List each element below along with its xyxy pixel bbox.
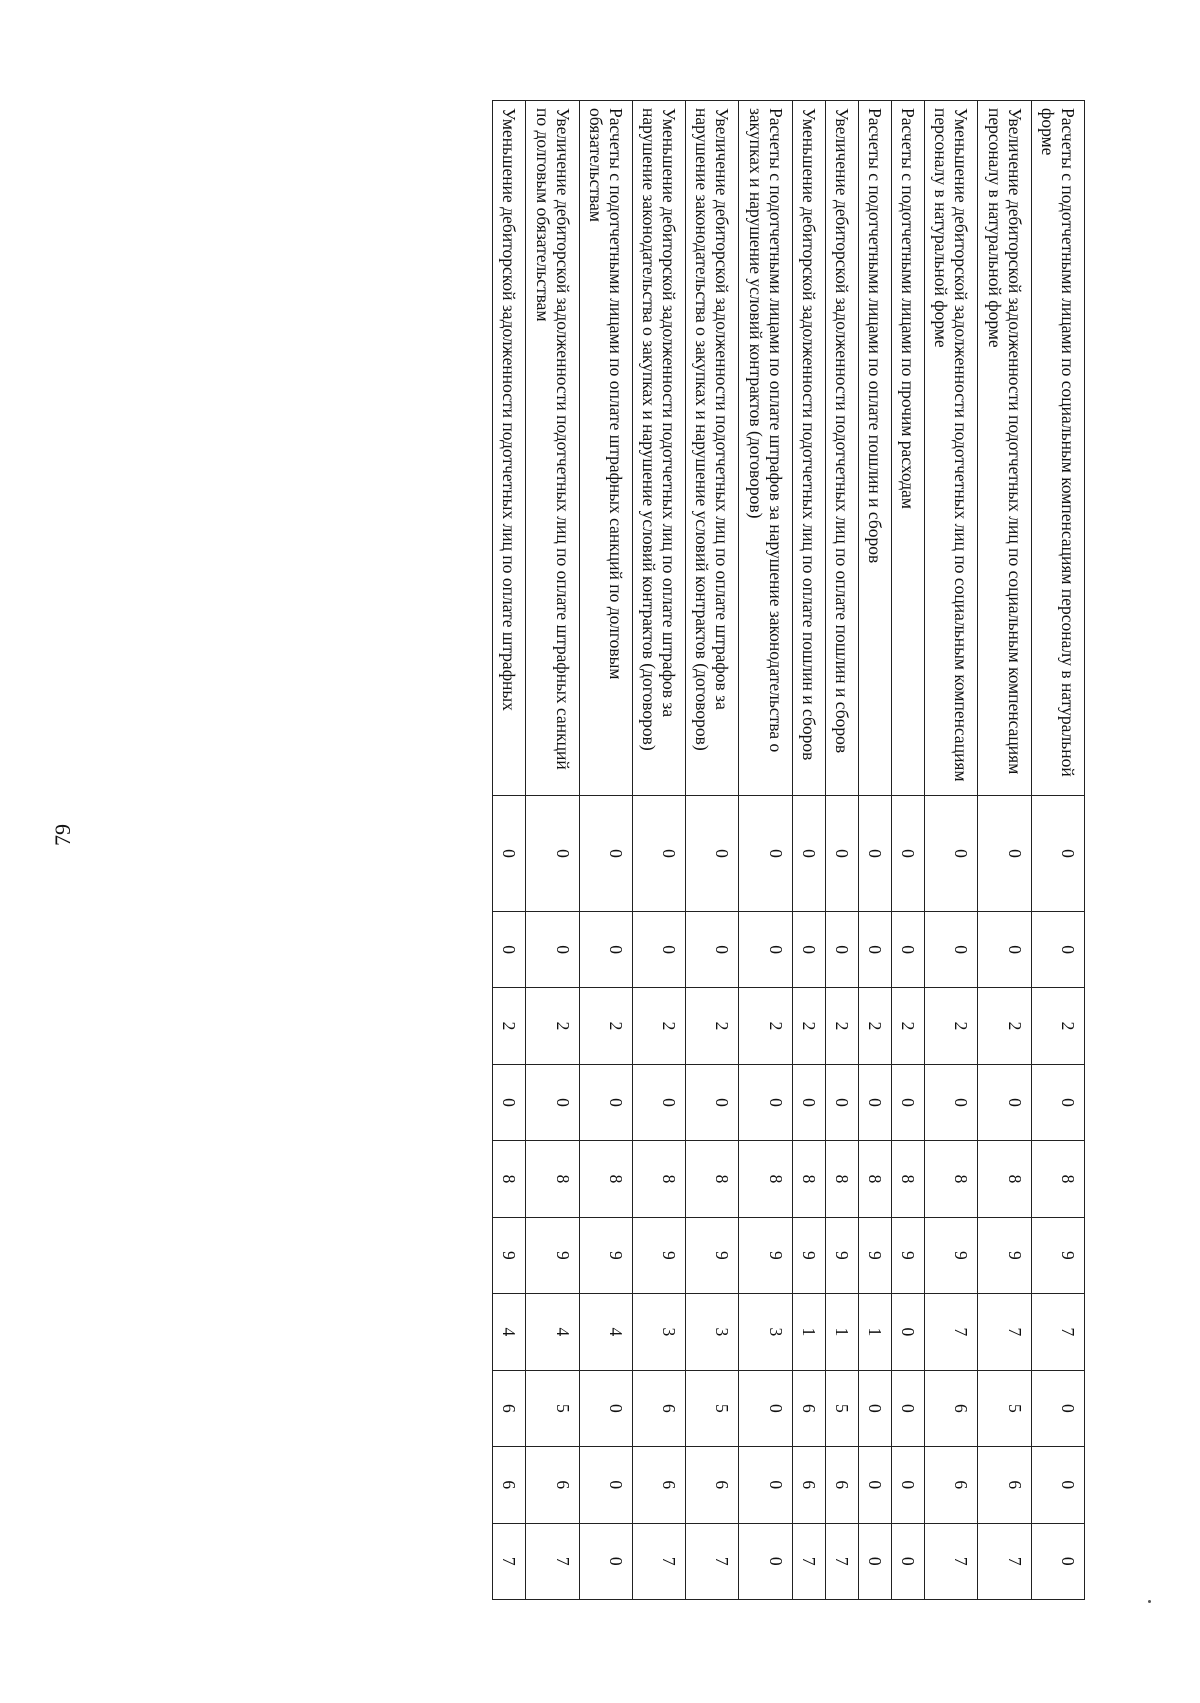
code-digit-cell: 0 xyxy=(493,1064,526,1140)
code-digit-cell: 0 xyxy=(892,1523,925,1600)
code-digit-cell: 9 xyxy=(1031,1217,1084,1293)
code-digit-cell: 8 xyxy=(925,1141,978,1217)
code-digit-cell: 0 xyxy=(526,1064,579,1140)
code-digit-cell: 1 xyxy=(859,1294,892,1370)
table-row xyxy=(1031,101,1084,1600)
code-digit-cell: 0 xyxy=(579,796,632,912)
code-digit-cell: 4 xyxy=(493,1294,526,1370)
code-digit-cell: 6 xyxy=(686,1447,739,1523)
table-row xyxy=(579,101,632,1600)
code-digit-cell: 7 xyxy=(493,1523,526,1600)
table-row xyxy=(892,101,925,1600)
code-digit-cell: 2 xyxy=(633,988,686,1064)
code-digit-cell: 0 xyxy=(925,911,978,987)
code-digit-cell: 0 xyxy=(978,796,1031,912)
code-digit-cell: 0 xyxy=(925,1064,978,1140)
code-digit-cell: 0 xyxy=(579,1447,632,1523)
code-digit-cell: 2 xyxy=(978,988,1031,1064)
scan-speck xyxy=(1148,1600,1151,1603)
code-digit-cell: 0 xyxy=(978,911,1031,987)
row-description: Расчеты с подотчетными лицами по оплате штрафных санкций по долговым обязательствам xyxy=(579,101,632,796)
code-digit-cell: 0 xyxy=(579,1370,632,1446)
table-row xyxy=(526,101,579,1600)
code-digit-cell: 9 xyxy=(686,1217,739,1293)
code-digit-cell: 8 xyxy=(579,1141,632,1217)
code-digit-cell: 9 xyxy=(633,1217,686,1293)
code-digit-cell: 9 xyxy=(925,1217,978,1293)
row-description: Увеличение дебиторской задолженности подотчетных лиц по социальным компенсациям персоналу в натуральной форме xyxy=(978,101,1031,796)
code-digit-cell: 9 xyxy=(892,1217,925,1293)
code-digit-cell: 2 xyxy=(925,988,978,1064)
code-digit-cell: 0 xyxy=(633,911,686,987)
code-digit-cell: 0 xyxy=(825,911,858,987)
row-description: Уменьшение дебиторской задолженности подотчетных лиц по оплате штрафов за нарушение законодательства о закупках и нарушение условий контрактов (договоров) xyxy=(633,101,686,796)
code-digit-cell: 3 xyxy=(686,1294,739,1370)
row-description: Уменьшение дебиторской задолженности подотчетных лиц по оплате пошлин и сборов xyxy=(792,101,825,796)
code-digit-cell: 0 xyxy=(739,1447,792,1523)
code-digit-cell: 0 xyxy=(493,911,526,987)
code-digit-cell: 6 xyxy=(526,1447,579,1523)
code-digit-cell: 7 xyxy=(925,1523,978,1600)
code-digit-cell: 0 xyxy=(526,796,579,912)
code-digit-cell: 8 xyxy=(859,1141,892,1217)
row-description: Расчеты с подотчетными лицами по прочим расходам xyxy=(892,101,925,796)
code-digit-cell: 0 xyxy=(1031,911,1084,987)
code-digit-cell: 0 xyxy=(1031,1447,1084,1523)
code-digit-cell: 0 xyxy=(739,796,792,912)
table-row xyxy=(925,101,978,1600)
row-description: Увеличение дебиторской задолженности подотчетных лиц по оплате штрафов за нарушение законодательства о закупках и нарушение условий контрактов (договоров) xyxy=(686,101,739,796)
code-digit-cell: 7 xyxy=(825,1523,858,1600)
code-digit-cell: 0 xyxy=(739,1064,792,1140)
code-digit-cell: 7 xyxy=(792,1523,825,1600)
code-digit-cell: 0 xyxy=(925,796,978,912)
code-digit-cell: 0 xyxy=(892,796,925,912)
code-digit-cell: 7 xyxy=(526,1523,579,1600)
code-digit-cell: 0 xyxy=(1031,1370,1084,1446)
code-digit-cell: 5 xyxy=(978,1370,1031,1446)
table-row xyxy=(633,101,686,1600)
code-digit-cell: 6 xyxy=(633,1447,686,1523)
table-row xyxy=(739,101,792,1600)
code-digit-cell: 2 xyxy=(686,988,739,1064)
code-digit-cell: 7 xyxy=(633,1523,686,1600)
table-row xyxy=(825,101,858,1600)
code-digit-cell: 0 xyxy=(859,1523,892,1600)
code-digit-cell: 0 xyxy=(859,1447,892,1523)
row-description: Увеличение дебиторской задолженности подотчетных лиц по оплате штрафных санкций по долговым обязательствам xyxy=(526,101,579,796)
code-digit-cell: 2 xyxy=(739,988,792,1064)
code-digit-cell: 6 xyxy=(633,1370,686,1446)
accounts-table xyxy=(492,100,1085,1600)
code-digit-cell: 6 xyxy=(792,1447,825,1523)
code-digit-cell: 6 xyxy=(925,1370,978,1446)
code-digit-cell: 8 xyxy=(892,1141,925,1217)
code-digit-cell: 6 xyxy=(493,1370,526,1446)
code-digit-cell: 9 xyxy=(825,1217,858,1293)
code-digit-cell: 0 xyxy=(792,911,825,987)
code-digit-cell: 3 xyxy=(633,1294,686,1370)
code-digit-cell: 9 xyxy=(493,1217,526,1293)
code-digit-cell: 0 xyxy=(792,1064,825,1140)
code-digit-cell: 6 xyxy=(493,1447,526,1523)
code-digit-cell: 6 xyxy=(792,1370,825,1446)
code-digit-cell: 0 xyxy=(859,1064,892,1140)
page-number: 79 xyxy=(50,824,75,846)
code-digit-cell: 0 xyxy=(686,1064,739,1140)
table-row xyxy=(792,101,825,1600)
row-description: Уменьшение дебиторской задолженности подотчетных лиц по социальным компенсациям персоналу в натуральной форме xyxy=(925,101,978,796)
code-digit-cell: 0 xyxy=(739,1370,792,1446)
code-digit-cell: 0 xyxy=(579,1064,632,1140)
code-digit-cell: 3 xyxy=(739,1294,792,1370)
code-digit-cell: 7 xyxy=(925,1294,978,1370)
code-digit-cell: 9 xyxy=(579,1217,632,1293)
table-body xyxy=(493,101,1085,1600)
code-digit-cell: 4 xyxy=(526,1294,579,1370)
code-digit-cell: 8 xyxy=(686,1141,739,1217)
code-digit-cell: 0 xyxy=(1031,1064,1084,1140)
code-digit-cell: 5 xyxy=(686,1370,739,1446)
code-digit-cell: 0 xyxy=(792,796,825,912)
row-description: Уменьшение дебиторской задолженности подотчетных лиц по оплате штрафных xyxy=(493,101,526,796)
code-digit-cell: 6 xyxy=(978,1447,1031,1523)
code-digit-cell: 8 xyxy=(978,1141,1031,1217)
code-digit-cell: 0 xyxy=(825,796,858,912)
code-digit-cell: 2 xyxy=(1031,988,1084,1064)
code-digit-cell: 4 xyxy=(579,1294,632,1370)
code-digit-cell: 0 xyxy=(859,796,892,912)
table-row xyxy=(859,101,892,1600)
code-digit-cell: 9 xyxy=(859,1217,892,1293)
code-digit-cell: 7 xyxy=(1031,1294,1084,1370)
code-digit-cell: 0 xyxy=(579,1523,632,1600)
code-digit-cell: 0 xyxy=(633,1064,686,1140)
code-digit-cell: 0 xyxy=(978,1064,1031,1140)
code-digit-cell: 2 xyxy=(493,988,526,1064)
code-digit-cell: 1 xyxy=(825,1294,858,1370)
code-digit-cell: 2 xyxy=(892,988,925,1064)
code-digit-cell: 0 xyxy=(633,796,686,912)
code-digit-cell: 0 xyxy=(859,1370,892,1446)
code-digit-cell: 2 xyxy=(579,988,632,1064)
code-digit-cell: 0 xyxy=(892,1370,925,1446)
code-digit-cell: 2 xyxy=(526,988,579,1064)
code-digit-cell: 0 xyxy=(1031,1523,1084,1600)
code-digit-cell: 0 xyxy=(892,911,925,987)
code-digit-cell: 0 xyxy=(739,911,792,987)
code-digit-cell: 7 xyxy=(686,1523,739,1600)
rotated-table-container xyxy=(492,100,1085,1600)
table-row xyxy=(978,101,1031,1600)
code-digit-cell: 8 xyxy=(526,1141,579,1217)
code-digit-cell: 0 xyxy=(686,911,739,987)
code-digit-cell: 8 xyxy=(825,1141,858,1217)
code-digit-cell: 0 xyxy=(859,911,892,987)
code-digit-cell: 0 xyxy=(892,1294,925,1370)
table-row xyxy=(686,101,739,1600)
code-digit-cell: 6 xyxy=(925,1447,978,1523)
code-digit-cell: 2 xyxy=(825,988,858,1064)
code-digit-cell: 0 xyxy=(526,911,579,987)
code-digit-cell: 2 xyxy=(859,988,892,1064)
code-digit-cell: 0 xyxy=(892,1064,925,1140)
code-digit-cell: 8 xyxy=(493,1141,526,1217)
table-row xyxy=(493,101,526,1600)
code-digit-cell: 9 xyxy=(792,1217,825,1293)
code-digit-cell: 2 xyxy=(792,988,825,1064)
code-digit-cell: 8 xyxy=(1031,1141,1084,1217)
code-digit-cell: 1 xyxy=(792,1294,825,1370)
code-digit-cell: 0 xyxy=(825,1064,858,1140)
code-digit-cell: 0 xyxy=(686,796,739,912)
row-description: Увеличение дебиторской задолженности подотчетных лиц по оплате пошлин и сборов xyxy=(825,101,858,796)
code-digit-cell: 5 xyxy=(825,1370,858,1446)
code-digit-cell: 9 xyxy=(739,1217,792,1293)
code-digit-cell: 0 xyxy=(1031,796,1084,912)
code-digit-cell: 6 xyxy=(825,1447,858,1523)
code-digit-cell: 0 xyxy=(493,796,526,912)
row-description: Расчеты с подотчетными лицами по социальным компенсациям персоналу в натуральной форме xyxy=(1031,101,1084,796)
code-digit-cell: 8 xyxy=(633,1141,686,1217)
row-description: Расчеты с подотчетными лицами по оплате пошлин и сборов xyxy=(859,101,892,796)
code-digit-cell: 5 xyxy=(526,1370,579,1446)
code-digit-cell: 0 xyxy=(739,1523,792,1600)
code-digit-cell: 0 xyxy=(892,1447,925,1523)
code-digit-cell: 7 xyxy=(978,1294,1031,1370)
code-digit-cell: 0 xyxy=(579,911,632,987)
code-digit-cell: 8 xyxy=(792,1141,825,1217)
code-digit-cell: 8 xyxy=(739,1141,792,1217)
code-digit-cell: 7 xyxy=(978,1523,1031,1600)
code-digit-cell: 9 xyxy=(978,1217,1031,1293)
code-digit-cell: 9 xyxy=(526,1217,579,1293)
row-description: Расчеты с подотчетными лицами по оплате штрафов за нарушение законодательства о закупках и нарушение условий контрактов (договоров) xyxy=(739,101,792,796)
